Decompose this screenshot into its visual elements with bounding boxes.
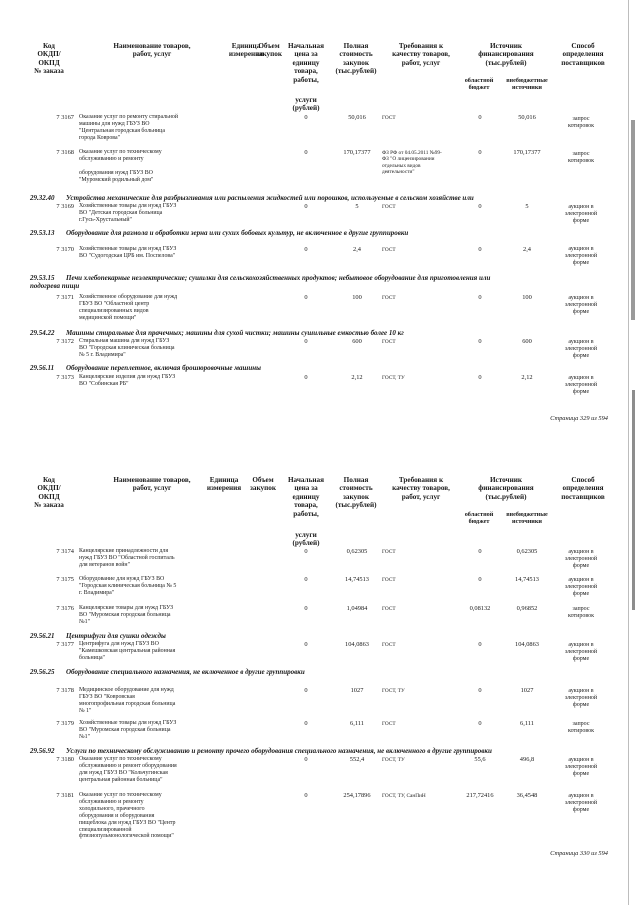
total-cost: 104,0863	[345, 641, 369, 648]
col-header-start-price: Начальная цена за единицу товара, работы,	[287, 476, 325, 518]
order-number: 7 3170	[56, 246, 74, 253]
okpd-group-heading	[30, 229, 615, 237]
okpd-group-code: 29.56.11	[30, 364, 55, 372]
item-name: Оказание услуг по ремонту стиральной машины для нужд ГБУЗ ВО "Центральная городская больница города Коврова"	[79, 114, 179, 141]
regional-budget: 0	[478, 203, 482, 210]
start-price: 0	[304, 687, 308, 694]
offbudget-sources: 36,4548	[516, 792, 538, 799]
item-name: Канцелярские изделия для нужд ГБУЗ ВО "Собинская РБ"	[79, 374, 176, 387]
okpd-group-code: 29.56.92	[30, 747, 55, 755]
regional-budget: 0	[478, 149, 482, 156]
item-name: Оказание услуг по техническому обслуживанию и ремонту холодильного, прачечного оборудования и оборудования пищеблока для нужд ГБУЗ ВО "Центр специализированной фтизиопульмонологической помощи"	[79, 792, 176, 840]
col-header-offbudget: внебюджетные источники	[506, 511, 548, 526]
regional-budget: 0	[478, 720, 482, 727]
item-name: Хозяйственные товары для нужд ГБУЗ ВО "Судогодская ЦРБ им. Поспелова"	[79, 246, 177, 259]
start-price: 0	[304, 792, 308, 799]
okpd-group-code: 29.53.15	[30, 274, 55, 282]
start-price: 0	[304, 246, 308, 253]
col-header-volume: Объем закупок	[250, 476, 276, 493]
start-price: 0	[304, 374, 308, 381]
col-header-start-price: Начальная цена за единицу товара, работы,	[287, 42, 325, 84]
offbudget-sources: 600	[522, 338, 532, 345]
regional-budget: 0	[478, 294, 482, 301]
offbudget-sources: 5	[525, 203, 529, 210]
col-header-source: Источник финансирования (тыс.рублей)	[478, 476, 534, 501]
col-header-requirements: Требования к качеству товаров, работ, услуг	[392, 42, 450, 67]
col-header-name: Наименование товаров, работ, услуг	[113, 476, 191, 493]
okpd-group-code: 29.56.25	[30, 668, 55, 676]
page-footer: Страница 329 из 594	[550, 415, 608, 422]
order-number: 7 3180	[56, 756, 74, 763]
procurement-method: аукцион в электронной форме	[564, 339, 598, 360]
procurement-method: аукцион в электронной форме	[564, 688, 598, 709]
procurement-method: аукцион в электронной форме	[564, 375, 598, 396]
quality-requirements: ГОСТ, ТУ	[382, 688, 405, 694]
start-price: 0	[304, 720, 308, 727]
offbudget-sources: 170,17377	[513, 149, 541, 156]
offbudget-sources: 496,8	[519, 756, 535, 763]
order-number: 7 3181	[56, 792, 74, 799]
offbudget-sources: 2,12	[521, 374, 533, 381]
procurement-method: аукцион в электронной форме	[564, 295, 598, 316]
start-price: 0	[304, 641, 308, 648]
col-header-offbudget: внебюджетные источники	[506, 77, 548, 92]
order-number: 7 3176	[56, 605, 74, 612]
col-header-regional: областной бюджет	[464, 511, 494, 526]
total-cost: 2,4	[353, 246, 361, 253]
offbudget-sources: 104,0863	[515, 641, 539, 648]
item-name: Канцелярские товары для нужд ГБУЗ ВО "Муромская городская больница №1"	[79, 605, 174, 625]
col-header-unit: Единица измерения	[228, 42, 264, 59]
total-cost: 0,62305	[346, 548, 368, 555]
procurement-method: запрос котировок	[567, 606, 595, 620]
procurement-method: запрос котировок	[567, 151, 595, 165]
procurement-method: аукцион в электронной форме	[564, 246, 598, 267]
start-price: 0	[304, 576, 308, 583]
okpd-group-title: Услуги по техническому обслуживанию и ремонту прочего оборудования специального назначения, не включенного в другие группировки	[66, 747, 492, 755]
okpd-group-heading	[30, 668, 615, 676]
start-price: 0	[304, 605, 308, 612]
quality-requirements: ГОСТ	[382, 577, 396, 583]
start-price: 0	[304, 756, 308, 763]
item-name: Оборудование для нужд ГБУЗ ВО "Городская клиническая больница № 5 г. Владимира"	[79, 576, 177, 596]
start-price: 0	[304, 338, 308, 345]
total-cost: 600	[352, 338, 362, 345]
okpd-group-heading	[30, 632, 615, 640]
order-number: 7 3174	[56, 548, 74, 555]
col-header-volume: Объем закупок	[256, 42, 282, 59]
okpd-group-heading	[30, 194, 615, 202]
regional-budget: 0	[478, 641, 482, 648]
quality-requirements: ГОСТ	[382, 549, 396, 555]
total-cost: 170,17377	[343, 149, 371, 156]
start-price: 0	[304, 114, 308, 121]
total-cost: 2,12	[351, 374, 363, 381]
regional-budget: 0	[478, 246, 482, 253]
total-cost: 100	[352, 294, 362, 301]
regional-budget: 0	[478, 548, 482, 555]
item-name: Медицинское оборудование для нужд ГБУЗ ВО "Ковровская многопрофильная городская больница № 1"	[79, 687, 176, 714]
item-name: Стиральная машина для нужд ГБУЗ ВО "Городская клиническая больница № 5 г. Владимира"	[79, 338, 175, 358]
col-header-code: Код ОКДП/ ОКПД № заказа	[34, 42, 64, 76]
okpd-group-title: Печи хлебопекарные неэлектрические; сушилки для сельскохозяйственных продуктов; небытовое оборудование для приготовления или подогрева пищи	[30, 274, 491, 291]
col-header-code: Код ОКДП/ ОКПД № заказа	[34, 476, 64, 510]
regional-budget: 0	[478, 374, 482, 381]
item-name: Хозяйственные товары для нужд ГБУЗ ВО "Муромская городская больница №1"	[79, 720, 177, 740]
item-name: Оказание услуг по техническому обслуживанию и ремонту оборудования нужд ГБУЗ ВО "Муромский родильный дом"	[79, 149, 162, 183]
order-number: 7 3168	[56, 149, 74, 156]
order-number: 7 3167	[56, 114, 74, 121]
offbudget-sources: 6,111	[520, 720, 534, 727]
quality-requirements: ГОСТ	[382, 247, 396, 253]
procurement-method: аукцион в электронной форме	[564, 757, 598, 778]
regional-budget: 0	[478, 338, 482, 345]
procurement-method: аукцион в электронной форме	[564, 793, 598, 814]
total-cost: 254,17896	[343, 792, 371, 799]
procurement-method: запрос котировок	[567, 721, 595, 735]
offbudget-sources: 0,96852	[516, 605, 538, 612]
col-header-total: Полная стоимость закупок (тыс.рублей)	[335, 42, 377, 76]
item-name: Хозяйственное оборудование для нужд ГБУЗ ВО "Областной центр специализированных видов медицинской помощи"	[79, 294, 178, 321]
okpd-group-title: Устройства механические для разбрызгивания или распыления жидкостей или порошков, используемые в сельском хозяйстве или	[66, 194, 474, 202]
offbudget-sources: 50,016	[518, 114, 536, 121]
order-number: 7 3169	[56, 203, 74, 210]
quality-requirements: ГОСТ	[382, 295, 396, 301]
col-header-total: Полная стоимость закупок (тыс.рублей)	[335, 476, 377, 510]
quality-requirements: ГОСТ, ТУ	[382, 757, 405, 763]
order-number: 7 3177	[56, 641, 74, 648]
col-header-requirements: Требования к качеству товаров, работ, услуг	[392, 476, 450, 501]
order-number: 7 3172	[56, 338, 74, 345]
col-header-source: Источник финансирования (тыс.рублей)	[478, 42, 534, 67]
start-price: 0	[304, 203, 308, 210]
okpd-group-title: Оборудование для размола и обработки зерна или сухих бобовых культур, не включенное в другие группировки	[66, 229, 409, 237]
quality-requirements: ГОСТ	[382, 642, 396, 648]
total-cost: 6,111	[350, 720, 364, 727]
col-header-method: Способ определения поставщиков	[561, 476, 605, 501]
okpd-group-title: Центрифуги для сушки одежды	[66, 632, 166, 640]
quality-requirements: ГОСТ	[382, 115, 396, 121]
okpd-group-heading	[30, 747, 615, 755]
item-name: Канцелярские принадлежности для нужд ГБУЗ ВО "Областной госпиталь для ветеранов войн"	[79, 548, 175, 568]
regional-budget: 0	[478, 114, 482, 121]
col-header-start-price-tail: услуги (рублей)	[292, 531, 320, 548]
col-header-regional: областной бюджет	[464, 77, 494, 92]
total-cost: 50,016	[348, 114, 366, 121]
offbudget-sources: 0,62305	[516, 548, 538, 555]
order-number: 7 3171	[56, 294, 74, 301]
quality-requirements: ФЗ РФ от 04.05.2011 №99- ФЗ "О лицензировании отдельных видов деятельности"	[382, 150, 442, 175]
item-name: Оказание услуг по техническому обслуживанию и ремонт оборудования для нужд ГБУЗ ВО "Кольчугинская центральная районная больница"	[79, 756, 177, 783]
regional-budget: 0,08132	[469, 605, 491, 612]
procurement-method: аукцион в электронной форме	[564, 204, 598, 225]
procurement-method: аукцион в электронной форме	[564, 577, 598, 598]
regional-budget: 55,6	[474, 756, 486, 763]
regional-budget: 217,72416	[466, 792, 494, 799]
start-price: 0	[304, 548, 308, 555]
total-cost: 5	[355, 203, 359, 210]
total-cost: 1,04984	[346, 605, 368, 612]
order-number: 7 3179	[56, 720, 74, 727]
okpd-group-heading	[30, 329, 615, 337]
procurement-method: аукцион в электронной форме	[564, 549, 598, 570]
offbudget-sources: 1027	[520, 687, 534, 694]
okpd-group-heading	[30, 364, 615, 372]
item-name: Хозяйственные товары для нужд ГБУЗ ВО "Детская городская больница г.Гусь-Хрустальный"	[79, 203, 177, 223]
okpd-group-heading	[30, 274, 615, 291]
quality-requirements: ГОСТ, ТУ, СанПиН	[382, 793, 426, 799]
offbudget-sources: 100	[522, 294, 532, 301]
total-cost: 1027	[350, 687, 364, 694]
quality-requirements: ГОСТ	[382, 204, 396, 210]
quality-requirements: ГОСТ, ТУ	[382, 375, 405, 381]
order-number: 7 3173	[56, 374, 74, 381]
scan-edge	[628, 0, 629, 905]
okpd-group-title: Оборудование специального назначения, не включенное в другие группировки	[66, 668, 305, 676]
quality-requirements: ГОСТ	[382, 339, 396, 345]
regional-budget: 0	[478, 576, 482, 583]
order-number: 7 3178	[56, 687, 74, 694]
item-name: Центрифуга для нужд ГБУЗ ВО "Камешковская центральная районная больница"	[79, 641, 176, 661]
scan-edge	[632, 390, 635, 610]
regional-budget: 0	[478, 687, 482, 694]
okpd-group-code: 29.54.22	[30, 329, 55, 337]
start-price: 0	[304, 294, 308, 301]
total-cost: 552,4	[349, 756, 365, 763]
col-header-unit: Единица измерения	[206, 476, 242, 493]
quality-requirements: ГОСТ	[382, 721, 396, 727]
okpd-group-title: Оборудование переплетное, включая брошюровочные машины	[66, 364, 261, 372]
quality-requirements: ГОСТ	[382, 606, 396, 612]
procurement-method: аукцион в электронной форме	[564, 642, 598, 663]
offbudget-sources: 14,74513	[515, 576, 539, 583]
col-header-name: Наименование товаров, работ, услуг	[113, 42, 191, 59]
okpd-group-code: 29.56.21	[30, 632, 55, 640]
okpd-group-title: Машины стиральные для прачечных; машины для сухой чистки; машины сушильные емкостью более 10 кг	[66, 329, 404, 337]
okpd-group-code: 29.32.40	[30, 194, 55, 202]
page-footer: Страница 330 из 594	[550, 850, 608, 857]
start-price: 0	[304, 149, 308, 156]
total-cost: 14,74513	[345, 576, 369, 583]
offbudget-sources: 2,4	[523, 246, 531, 253]
order-number: 7 3175	[56, 576, 74, 583]
okpd-group-code: 29.53.13	[30, 229, 55, 237]
col-header-method: Способ определения поставщиков	[561, 42, 605, 67]
procurement-method: запрос котировок	[567, 116, 595, 130]
scan-edge	[631, 120, 635, 320]
col-header-start-price-tail: услуги (рублей)	[292, 96, 320, 113]
